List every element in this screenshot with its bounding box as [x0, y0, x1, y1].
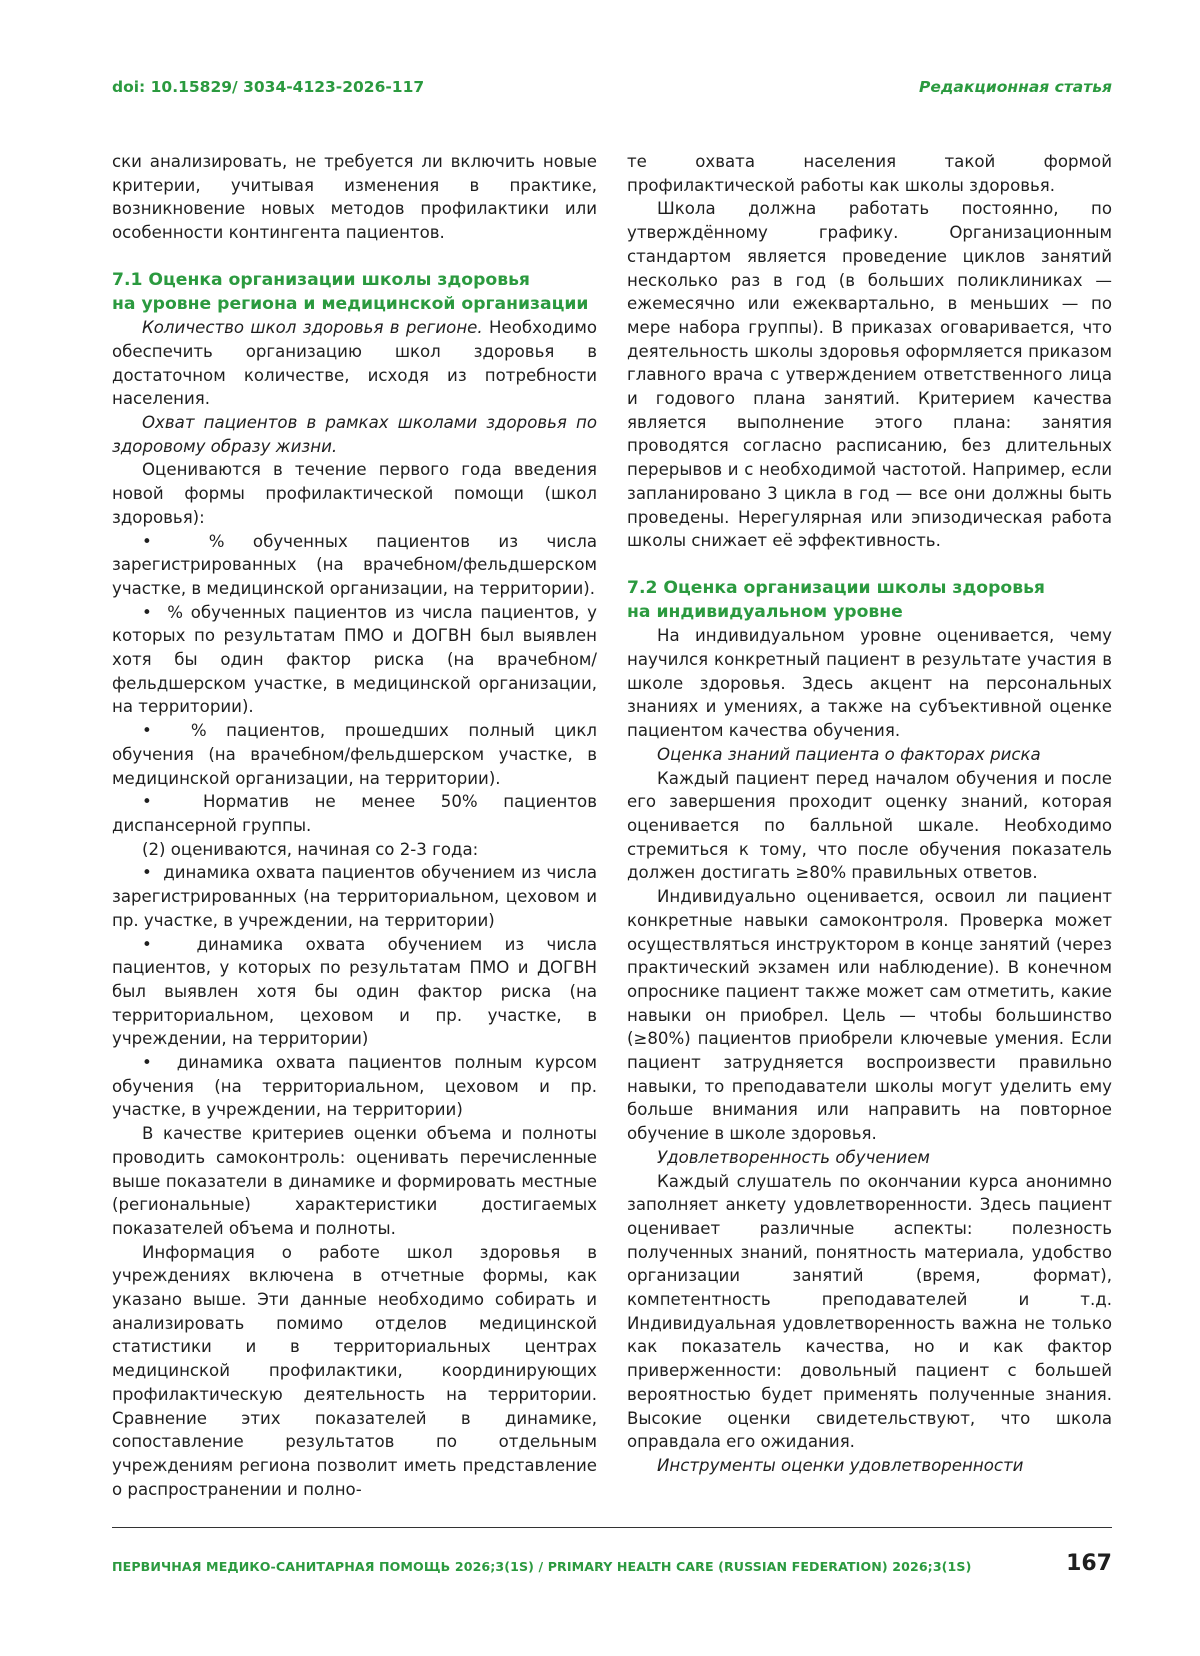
page-number: 167 [1066, 1551, 1112, 1576]
paragraph: те охвата населения такой формой профилактической работы как школы здоровья. [627, 152, 1112, 195]
list-item: • динамика охвата обучением из числа пациентов, у которых по результатам ПМО и ДОГВН был выявлен хотя бы один фактор риска (на территориальном, цеховом и пр. участке, в учреждении, на территории) [112, 933, 597, 1052]
paragraph: (2) оцениваются, начиная со 2-3 года: [142, 839, 479, 859]
paragraph: Количество школ здоровья в регионе. Необходимо обеспечить организацию школ здоровья в достаточном количестве, исходя из потребности населения. [112, 318, 598, 409]
footer-divider [112, 1527, 1112, 1528]
subheading: Инструменты оценки удовлетворенности [657, 1455, 1024, 1475]
italic-lead: Количество школ здоровья в регионе. [142, 318, 483, 338]
paragraph: На индивидуальном уровне оценивается, чему научился конкретный пациент в результате участия в школе здоровья. Здесь акцент на персональных знаниях и умениях, а также на субъективной оценке пациентом качества обучения. [627, 626, 1112, 741]
list-item: • % пациентов, прошедших полный цикл обучения (на врачебном/фельдшерском участке, в медицинской организации, на территории). [112, 719, 597, 790]
section-heading-7-1: 7.1 Оценка организации школы здоровья на уровне региона и медицинской организации [112, 269, 589, 314]
paragraph: Каждый слушатель по окончании курса анонимно заполняет анкету удовлетворенности. Здесь пациент оценивает различные аспекты: полезность полученных знаний, понятность материала, удобство организации занятий (время, формат), компетентность преподавателей и т.д. Индивидуальная удовлетворенность важна не только как показатель качества, но и как фактор приверженности: довольный пациент с большей вероятностью будет применять полученные знания. Высокие оценки свидетельствуют, что школа оправдала его ожидания. [627, 1171, 1112, 1452]
paragraph: Оцениваются в течение первого года введения новой формы профилактической помощи (школ здоровья): [112, 460, 597, 527]
list-item: • % обученных пациентов из числа пациентов, у которых по результатам ПМО и ДОГВН был выявлен хотя бы один фактор риска (на врачебном/фельдшерском участке, в медицинской организации, на территории). [112, 601, 597, 720]
list-item: • динамика охвата пациентов полным курсом обучения (на территориальном, цеховом и пр. участке, в учреждении, на территории) [112, 1051, 597, 1122]
paragraph: ски анализировать, не требуется ли включить новые критерии, учитывая изменения в практике, возникновение новых методов профилактики или особенности контингента пациентов. [112, 152, 597, 243]
paragraph: Индивидуально оценивается, освоил ли пациент конкретные навыки самоконтроля. Проверка может осуществляться инструктором в конце занятий (через практический экзамен или наблюдение). В конечном опроснике пациент также может сам отметить, какие навыки он приобрел. Цель — чтобы большинство (≥80%) пациентов приобрели ключевые умения. Если пациент затрудняется воспроизвести правильно навыки, то преподаватели школы могут уделить ему больше внимания или направить на повторное обучение в школе здоровья. [627, 887, 1112, 1144]
list-item: • Норматив не менее 50% пациентов диспансерной группы. [112, 790, 597, 837]
list-item: • динамика охвата пациентов обучением из числа зарегистрированных (на территориальном, цеховом и пр. участке, в учреждении, на территории) [112, 861, 597, 932]
subheading: Охват пациентов в рамках школами здоровья по здоровому образу жизни. [112, 413, 597, 456]
left-column [112, 150, 597, 1501]
subheading: Оценка знаний пациента о факторах риска [657, 744, 1041, 764]
list-item: • % обученных пациентов из числа зарегистрированных (на врачебном/фельдшерском участке, в медицинской организации, на территории). [112, 530, 597, 601]
paragraph: Каждый пациент перед началом обучения и после его завершения проходит оценку знаний, которая оценивается по балльной шкале. Необходимо стремиться к тому, что после обучения показатель должен достигать ≥80% правильных ответов. [627, 768, 1112, 883]
paragraph: Школа должна работать постоянно, по утверждённому графику. Организационным стандартом является проведение циклов занятий несколько раз в год (в больших поликлиниках — ежемесячно или ежеквартально, в меньших — по мере набора группы). В приказах оговаривается, что деятельность школы здоровья оформляется приказом главного врача с утверждением ответственного лица и годового плана занятий. Критерием качества является выполнение этого плана: занятия проводятся согласно расписанию, без длительных перерывов и с необходимой частотой. Например, если запланировано 3 цикла в год — все они должны быть проведены. Нерегулярная или эпизодическая работа школы снижает её эффективность. [627, 199, 1112, 551]
subheading: Удовлетворенность обучением [657, 1147, 930, 1167]
right-column [627, 150, 1112, 1478]
paragraph: Информация о работе школ здоровья в учреждениях включена в отчетные формы, как указано выше. Эти данные необходимо собирать и анализировать помимо отделов медицинской статистики и в территориальных центрах медицинской профилактики, координирующих профилактическую деятельность на территории. Сравнение этих показателей в динамике, сопоставление результатов по отдельным учреждениям региона позволит иметь представление о распространении и полно- [112, 1242, 597, 1499]
section-heading-7-2: 7.2 Оценка организации школы здоровья на индивидуальном уровне [627, 577, 1045, 622]
article-type: Редакционная статья [919, 78, 1112, 96]
paragraph: В качестве критериев оценки объема и полноты проводить самоконтроль: оценивать перечисленные выше показатели в динамике и формировать местные (региональные) характеристики достигаемых показателей объема и полноты. [112, 1124, 597, 1238]
doi-link[interactable]: doi: 10.15829/ 3034-4123-2026-117 [112, 78, 425, 96]
running-header [112, 78, 1112, 102]
journal-footer: ПЕРВИЧНАЯ МЕДИКО-САНИТАРНАЯ ПОМОЩЬ 2026;3(1S) / PRIMARY HEALTH CARE (RUSSIAN FEDERATION) 2026;3(1S) [112, 1559, 972, 1574]
